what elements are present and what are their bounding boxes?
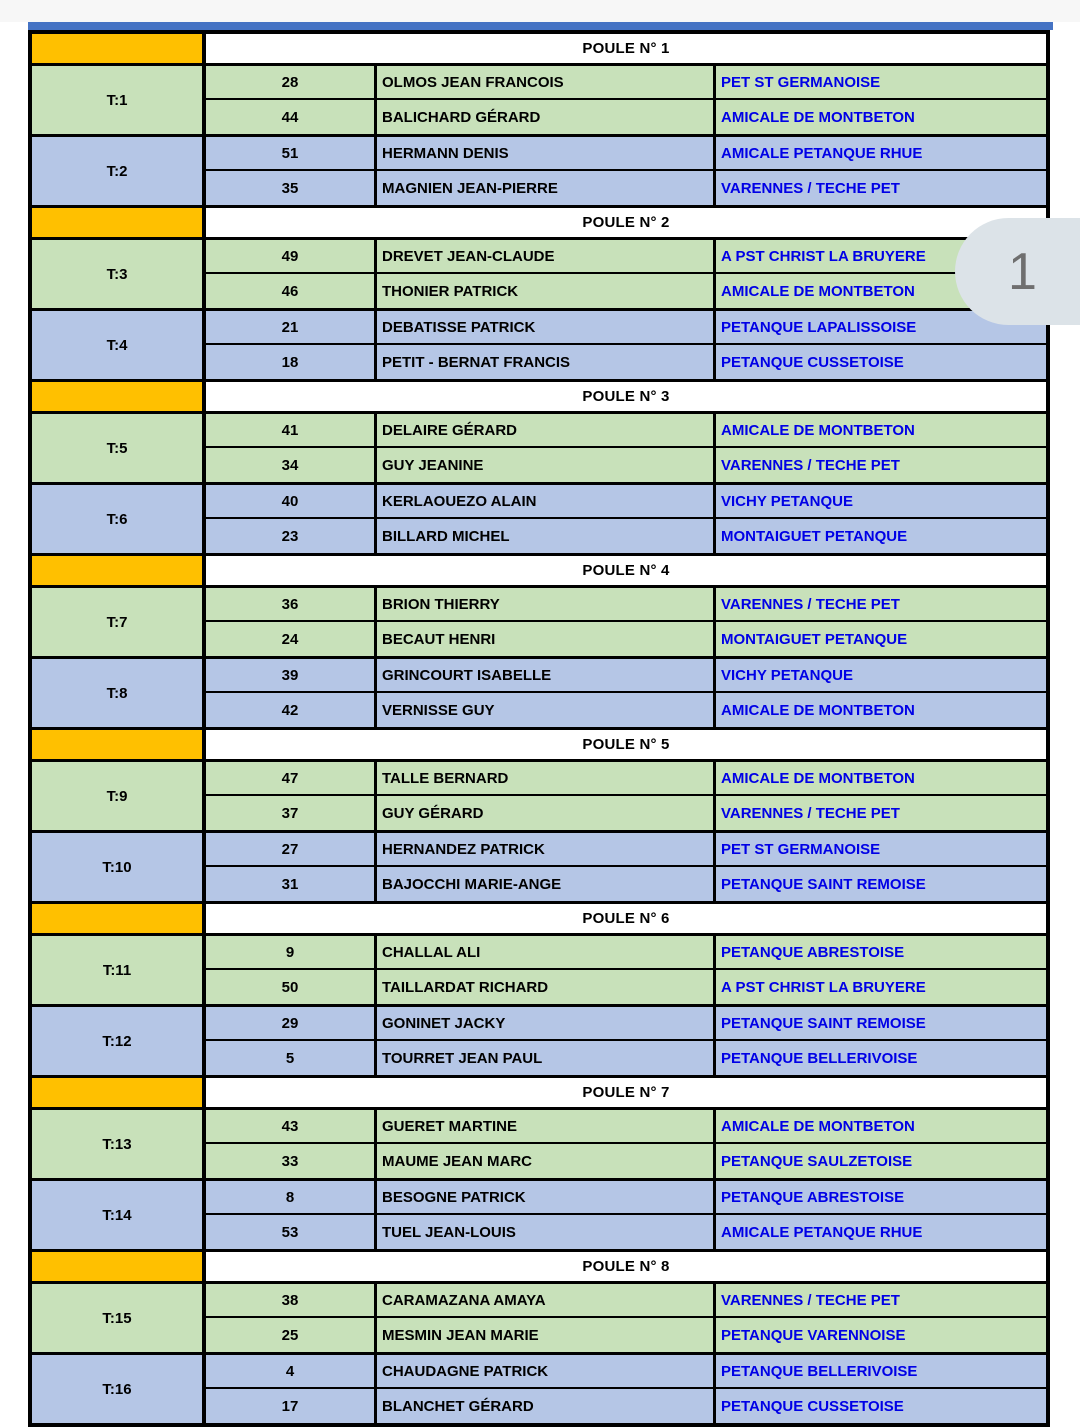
player-number-cell: 25 <box>206 1318 377 1352</box>
player-club-cell: PETANQUE SAINT REMOISE <box>716 1007 1046 1041</box>
team-block <box>32 485 1046 556</box>
player-number-cell: 28 <box>206 66 377 100</box>
player-number-cell: 21 <box>206 311 377 345</box>
player-club-cell: A PST CHRIST LA BRUYERE <box>716 240 1046 274</box>
poule-corner-cell <box>32 1078 206 1107</box>
team-block <box>32 1284 1046 1355</box>
player-number-cell: 23 <box>206 519 377 553</box>
team-label-cell: T:6 <box>32 485 206 553</box>
player-name-cell: TALLE BERNARD <box>377 762 716 796</box>
player-name-cell: TUEL JEAN-LOUIS <box>377 1215 716 1249</box>
player-name-cell: DELAIRE GÉRARD <box>377 414 716 448</box>
player-name-cell: MESMIN JEAN MARIE <box>377 1318 716 1352</box>
poule-title: POULE N° 2 <box>206 208 1046 237</box>
player-number-cell: 17 <box>206 1389 377 1423</box>
team-label-cell: T:8 <box>32 659 206 727</box>
player-club-cell: VARENNES / TECHE PET <box>716 1284 1046 1318</box>
team-block <box>32 1355 1046 1423</box>
player-name-cell: OLMOS JEAN FRANCOIS <box>377 66 716 100</box>
player-number-cell: 31 <box>206 867 377 901</box>
player-number-cell: 39 <box>206 659 377 693</box>
player-number-cell: 29 <box>206 1007 377 1041</box>
team-block <box>32 66 1046 137</box>
player-club-cell: PETANQUE BELLERIVOISE <box>721 1049 918 1067</box>
player-club-cell: MONTAIGUET PETANQUE <box>721 630 908 648</box>
poule-corner-cell <box>32 730 206 759</box>
player-name-cell: PETIT - BERNAT FRANCIS <box>377 345 716 379</box>
team-label-cell: T:11 <box>32 936 206 1004</box>
team-label-cell: T:9 <box>32 762 206 830</box>
player-name-cell: DREVET JEAN-CLAUDE <box>377 240 716 274</box>
player-number-cell: 37 <box>206 796 377 830</box>
poule-header-row <box>32 730 1046 762</box>
page-indicator-pill <box>955 218 1080 325</box>
player-club-cell: PETANQUE BELLERIVOISE <box>716 1355 1046 1389</box>
team-block <box>32 833 1046 904</box>
team-label-cell: T:14 <box>32 1181 206 1249</box>
player-name-cell: GUERET MARTINE <box>377 1110 716 1144</box>
poule-title: POULE N° 8 <box>206 1252 1046 1281</box>
player-name-cell: GONINET JACKY <box>377 1007 716 1041</box>
team-block <box>32 311 1046 382</box>
player-number-cell: 46 <box>206 274 377 308</box>
poule-title: POULE N° 4 <box>206 556 1046 585</box>
team-block <box>32 762 1046 833</box>
player-number-cell: 49 <box>206 240 377 274</box>
team-label-cell: T:13 <box>32 1110 206 1178</box>
player-name-cell: VERNISSE GUY <box>377 693 716 727</box>
player-name-cell: CARAMAZANA AMAYA <box>377 1284 716 1318</box>
poule-header-row <box>32 382 1046 414</box>
poule-title: POULE N° 3 <box>206 382 1046 411</box>
player-club-cell: VARENNES / TECHE PET <box>721 804 900 822</box>
player-name-cell: BALICHARD GÉRARD <box>377 100 716 134</box>
poule-title: POULE N° 7 <box>206 1078 1046 1107</box>
player-number-cell: 38 <box>206 1284 377 1318</box>
team-label-cell: T:12 <box>32 1007 206 1075</box>
player-name-cell: BAJOCCHI MARIE-ANGE <box>377 867 716 901</box>
poule-header-row <box>32 556 1046 588</box>
player-number-cell: 27 <box>206 833 377 867</box>
page-top-margin <box>0 0 1080 22</box>
player-club-cell: MONTAIGUET PETANQUE <box>721 527 908 545</box>
player-number-cell: 35 <box>206 171 377 205</box>
player-name-cell: TOURRET JEAN PAUL <box>377 1041 716 1075</box>
player-name-cell: GRINCOURT ISABELLE <box>377 659 716 693</box>
poule-header-row <box>32 904 1046 936</box>
poule-corner-cell <box>32 556 206 585</box>
poule-corner-cell <box>32 382 206 411</box>
player-club-cell: PETANQUE SAULZETOISE <box>721 1152 913 1170</box>
team-block <box>32 414 1046 485</box>
player-number-cell: 4 <box>206 1355 377 1389</box>
player-club-cell: PETANQUE ABRESTOISE <box>716 936 1046 970</box>
player-club-cell: VARENNES / TECHE PET <box>721 179 900 197</box>
player-name-cell: MAGNIEN JEAN-PIERRE <box>377 171 716 205</box>
team-block <box>32 1181 1046 1252</box>
player-number-cell: 53 <box>206 1215 377 1249</box>
poule-corner-cell <box>32 1252 206 1281</box>
team-block <box>32 1110 1046 1181</box>
player-number-cell: 8 <box>206 1181 377 1215</box>
player-name-cell: HERNANDEZ PATRICK <box>377 833 716 867</box>
team-label-cell: T:15 <box>32 1284 206 1352</box>
player-number-cell: 5 <box>206 1041 377 1075</box>
player-club-cell: PET ST GERMANOISE <box>716 833 1046 867</box>
team-block <box>32 1007 1046 1078</box>
player-name-cell: CHALLAL ALI <box>377 936 716 970</box>
poule-corner-cell <box>32 34 206 63</box>
player-number-cell: 50 <box>206 970 377 1004</box>
poule-header-row <box>32 1252 1046 1284</box>
player-number-cell: 24 <box>206 622 377 656</box>
player-club-cell: PET ST GERMANOISE <box>716 66 1046 100</box>
player-name-cell: DEBATISSE PATRICK <box>377 311 716 345</box>
team-label-cell: T:7 <box>32 588 206 656</box>
player-club-cell: AMICALE PETANQUE RHUE <box>721 1223 923 1241</box>
team-label-cell: T:16 <box>32 1355 206 1423</box>
team-block <box>32 137 1046 208</box>
poule-corner-cell <box>32 904 206 933</box>
player-number-cell: 47 <box>206 762 377 796</box>
player-club-cell: AMICALE DE MONTBETON <box>716 762 1046 796</box>
player-number-cell: 41 <box>206 414 377 448</box>
player-number-cell: 44 <box>206 100 377 134</box>
player-number-cell: 36 <box>206 588 377 622</box>
player-club-cell: AMICALE DE MONTBETON <box>716 1110 1046 1144</box>
player-name-cell: BESOGNE PATRICK <box>377 1181 716 1215</box>
player-club-cell: VARENNES / TECHE PET <box>721 456 900 474</box>
poule-corner-cell <box>32 208 206 237</box>
poule-header-row <box>32 1078 1046 1110</box>
player-number-cell: 40 <box>206 485 377 519</box>
poule-title: POULE N° 6 <box>206 904 1046 933</box>
player-name-cell: GUY JEANINE <box>377 448 716 482</box>
player-club-cell: A PST CHRIST LA BRUYERE <box>721 978 926 996</box>
team-block <box>32 936 1046 1007</box>
player-club-cell: PETANQUE VARENNOISE <box>721 1326 906 1344</box>
player-name-cell: THONIER PATRICK <box>377 274 716 308</box>
player-number-cell: 51 <box>206 137 377 171</box>
team-block <box>32 659 1046 730</box>
player-number-cell: 9 <box>206 936 377 970</box>
player-number-cell: 18 <box>206 345 377 379</box>
player-name-cell: CHAUDAGNE PATRICK <box>377 1355 716 1389</box>
team-label-cell: T:2 <box>32 137 206 205</box>
document-top-border-bar <box>28 22 1053 30</box>
player-club-cell: PETANQUE SAINT REMOISE <box>721 875 926 893</box>
player-club-cell: PETANQUE CUSSETOISE <box>721 353 904 371</box>
poules-table <box>28 30 1050 1427</box>
poule-title: POULE N° 1 <box>206 34 1046 63</box>
player-club-cell: PETANQUE LAPALISSOISE <box>716 311 1046 345</box>
player-name-cell: BILLARD MICHEL <box>377 519 716 553</box>
poule-header-row <box>32 208 1046 240</box>
player-club-cell: AMICALE DE MONTBETON <box>716 414 1046 448</box>
player-club-cell: AMICALE DE MONTBETON <box>721 108 915 126</box>
player-number-cell: 34 <box>206 448 377 482</box>
page-number-label: 1 <box>1008 242 1037 301</box>
player-number-cell: 43 <box>206 1110 377 1144</box>
team-label-cell: T:4 <box>32 311 206 379</box>
player-club-cell: VICHY PETANQUE <box>716 485 1046 519</box>
player-name-cell: GUY GÉRARD <box>377 796 716 830</box>
team-label-cell: T:1 <box>32 66 206 134</box>
player-name-cell: KERLAOUEZO ALAIN <box>377 485 716 519</box>
player-number-cell: 33 <box>206 1144 377 1178</box>
team-label-cell: T:10 <box>32 833 206 901</box>
player-name-cell: TAILLARDAT RICHARD <box>377 970 716 1004</box>
player-club-cell: PETANQUE ABRESTOISE <box>716 1181 1046 1215</box>
player-name-cell: BECAUT HENRI <box>377 622 716 656</box>
team-block <box>32 240 1046 311</box>
team-label-cell: T:5 <box>32 414 206 482</box>
player-number-cell: 42 <box>206 693 377 727</box>
player-name-cell: MAUME JEAN MARC <box>377 1144 716 1178</box>
player-club-cell: VICHY PETANQUE <box>716 659 1046 693</box>
player-club-cell: AMICALE DE MONTBETON <box>721 701 915 719</box>
team-block <box>32 588 1046 659</box>
player-name-cell: BRION THIERRY <box>377 588 716 622</box>
player-name-cell: HERMANN DENIS <box>377 137 716 171</box>
team-label-cell: T:3 <box>32 240 206 308</box>
poule-title: POULE N° 5 <box>206 730 1046 759</box>
player-club-cell: AMICALE DE MONTBETON <box>721 282 915 300</box>
poule-header-row <box>32 34 1046 66</box>
player-name-cell: BLANCHET GÉRARD <box>377 1389 716 1423</box>
player-club-cell: AMICALE PETANQUE RHUE <box>716 137 1046 171</box>
player-club-cell: VARENNES / TECHE PET <box>716 588 1046 622</box>
player-club-cell: PETANQUE CUSSETOISE <box>721 1397 904 1415</box>
